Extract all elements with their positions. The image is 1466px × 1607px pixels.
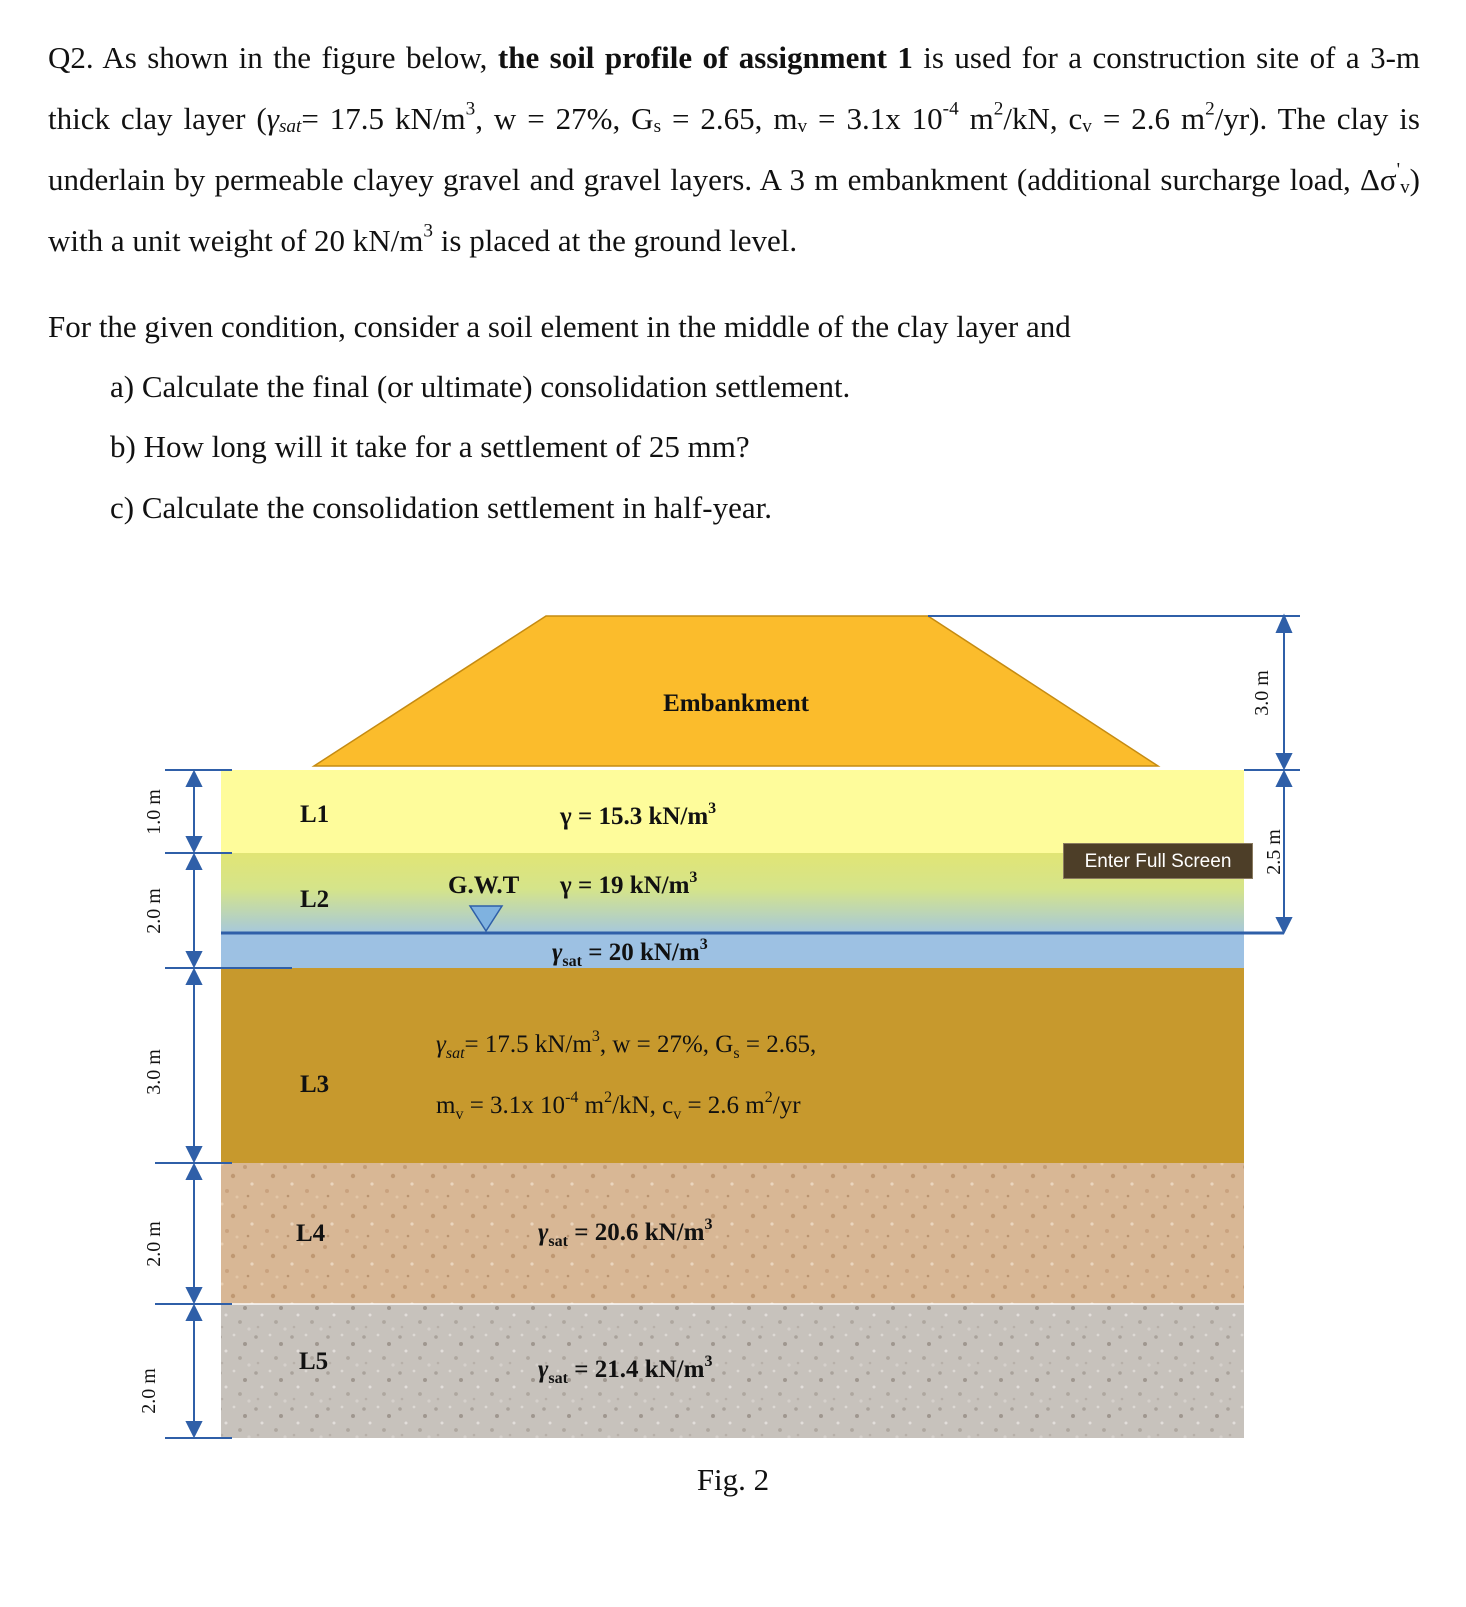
dim-l2: 2.0 m bbox=[143, 888, 165, 934]
dim-gwt-depth: 2.5 m bbox=[1263, 829, 1285, 875]
task-item-c: c) Calculate the consolidation settlement in half-year. bbox=[110, 490, 772, 525]
layer-name-l4: L4 bbox=[296, 1220, 326, 1247]
task-prompt: For the given condition, consider a soil element in the middle of the clay layer and bbox=[48, 309, 1071, 344]
l3-property-line1: $\gamma_{sat}= 17.5$ $kN/m^3$, w = 27%, $G_s = 2.65$, bbox=[436, 1028, 817, 1062]
layer-name-l5: L5 bbox=[299, 1348, 329, 1375]
layer-name-l3: L3 bbox=[300, 1071, 330, 1098]
l5-property: $\gamma_{sat} = 21.4$ $kN/m^3$ bbox=[538, 1353, 713, 1387]
layer-l4 bbox=[221, 1163, 1244, 1304]
enter-full-screen-button[interactable]: Enter Full Screen bbox=[1063, 843, 1253, 879]
l1-property: γ = 15.3 $kN/m^3$ bbox=[560, 800, 717, 830]
figure-caption: Fig. 2 bbox=[696, 1462, 770, 1497]
layer-l1 bbox=[221, 770, 1244, 853]
layer-l3 bbox=[221, 968, 1244, 1163]
l2-property-upper: γ = 19 $kN/m^3$ bbox=[560, 869, 698, 899]
l3-property-line2: $m_v = 3.1x$ $10^{-4}$ $m^2/kN$, $c_v = 2.6$ $m^2/yr$ bbox=[436, 1089, 801, 1123]
l4-property: $\gamma_{sat} = 20.6$ $kN/m^3$ bbox=[538, 1216, 713, 1250]
dim-l3: 3.0 m bbox=[143, 1049, 165, 1095]
question-paragraph: Q2. As shown in the figure below, the soil profile of assignment 1 is used for a construction site of a 3-m thick clay layer ($\gamma_{sat}= 17.5$ $kN/m^3$, w = 27%, $G_s = 2.65$, $m_v = 3.1x$ $10^{-4}$ $m^2/kN$, $c_v = 2.6$ $m^2/yr$). The clay is underlain by permeable clayey gravel and gravel layers. A 3 m embankment (additional surcharge load, $\Delta\sigma'_v$) with a unit weight of 20 $kN/m^3$ is placed at the ground level. bbox=[48, 40, 1421, 258]
dim-l1: 1.0 m bbox=[143, 789, 165, 835]
task-item-b: b) How long will it take for a settlement of 25 mm? bbox=[110, 429, 750, 464]
layer-l2-saturated bbox=[221, 933, 1244, 968]
embankment-label: Embankment bbox=[663, 690, 809, 717]
dim-embankment: 3.0 m bbox=[1251, 670, 1273, 716]
l2-property-lower: $\gamma_{sat} = 20$ $kN/m^3$ bbox=[552, 936, 708, 970]
dim-l4: 2.0 m bbox=[143, 1221, 165, 1267]
dim-l5: 2.0 m bbox=[138, 1368, 160, 1414]
layer-name-l2: L2 bbox=[300, 886, 330, 913]
layer-name-l1: L1 bbox=[300, 801, 330, 828]
layer-l5 bbox=[221, 1304, 1244, 1438]
gwt-label: G.W.T bbox=[448, 872, 520, 899]
task-item-a: a) Calculate the final (or ultimate) consolidation settlement. bbox=[110, 369, 851, 404]
